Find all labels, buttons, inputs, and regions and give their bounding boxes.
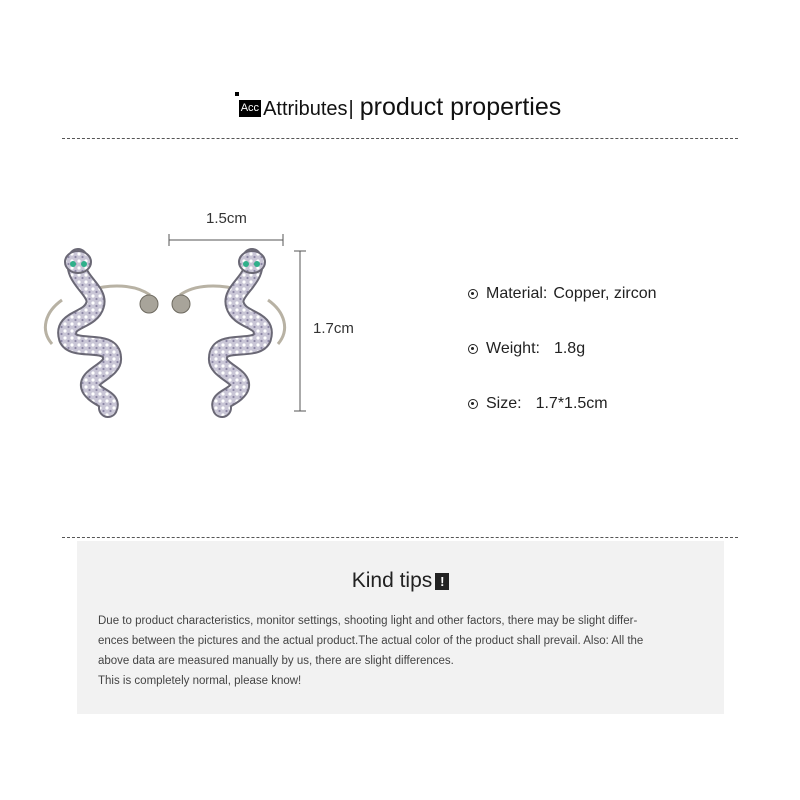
kind-tips-panel	[77, 541, 724, 714]
height-dimension-line	[294, 251, 306, 411]
exclamation-icon: !	[435, 573, 449, 590]
spec-value: 1.7*1.5cm	[535, 395, 608, 412]
kind-tips-body	[98, 611, 710, 691]
spec-label: Weight:	[486, 340, 540, 357]
attributes-label: Attributes	[263, 98, 348, 120]
acc-badge-text: Acc	[239, 100, 261, 117]
spec-label: Size:	[486, 395, 522, 412]
tips-line: Due to product characteristics, monitor settings, shooting light and other factors, there may be slight differ-	[98, 615, 638, 627]
page-title: product properties	[359, 93, 562, 121]
width-label: 1.5cm	[206, 210, 247, 227]
kind-tips-title	[77, 569, 724, 593]
tips-line: above data are measured manually by us, there are slight differences.	[98, 655, 454, 667]
bullet-icon	[468, 289, 478, 299]
spec-material	[468, 285, 657, 303]
left-earring	[45, 251, 158, 408]
height-label: 1.7cm	[313, 320, 354, 337]
bullet-icon	[468, 344, 478, 354]
spec-weight	[468, 340, 585, 358]
bullet-icon	[468, 399, 478, 409]
spec-value: 1.8g	[553, 340, 586, 357]
right-earring	[172, 251, 285, 408]
tips-line: This is completely normal, please know!	[98, 675, 302, 687]
header-separator: |	[348, 98, 354, 120]
kind-tips-label: Kind tips	[351, 569, 433, 592]
spec-size	[468, 395, 608, 413]
spec-label: Material:	[486, 285, 548, 302]
tips-line: ences between the pictures and the actual product.The actual color of the product shall prevail. Also: All the	[98, 635, 644, 647]
bottom-divider	[62, 537, 738, 538]
width-dimension-line	[169, 234, 283, 246]
spec-value: Copper, zircon	[553, 285, 657, 302]
